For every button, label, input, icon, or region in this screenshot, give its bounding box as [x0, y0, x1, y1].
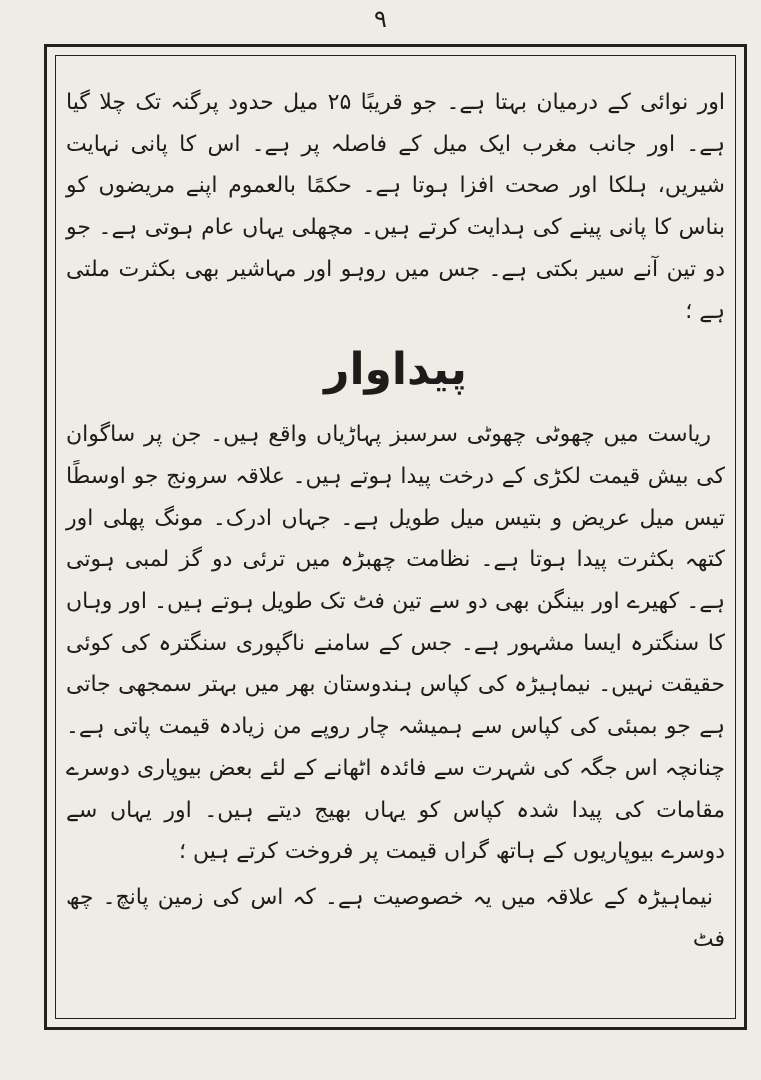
outer-border-frame: [44, 44, 747, 1030]
paragraph-produce: ریاست میں چھوٹی چھوٹی سرسبز پہاڑیاں واقع ہیں۔ جن پر ساگوان کی بیش قیمت لکڑی کے درخت پیدا ہوتے ہیں۔ علاقہ سرونج جو اوسطًا تیس میل عریض و بتیس میل طویل ہے۔ جہاں ادرک۔ مونگ پھلی اور کتھہ بکثرت پیدا ہوتا ہے۔ نظامت چھبڑہ میں ترئی دو گز لمبی ہوتی ہے۔ کھیرے اور بینگن بھی دو سے تین فٹ تک طویل ہوتے ہیں۔ اور وہاں کا سنگترہ ایسا مشہور ہے۔ جس کے سامنے ناگپوری سنگترہ کی کوئی حقیقت نہیں۔ نیماہیڑہ کی کپاس ہندوستان بھر میں بہتر سمجھی جاتی ہے جو بمبئی کی کپاس سے ہمیشہ چار روپے من زیادہ قیمت پاتی ہے۔ چنانچہ اس جگہ کی شہرت سے فائدہ اٹھانے کے لئے بعض بیوپاری دوسرے مقامات کی پیدا شدہ کپاس کو یہاں بھیج دیتے ہیں۔ اور یہاں سے دوسرے بیوپاریوں کے ہاتھ گراں قیمت پر فروخت کرتے ہیں ؛: [66, 422, 725, 865]
page-number: ۹: [374, 5, 387, 33]
section-heading: پیداوار: [324, 344, 467, 396]
inner-border-frame: [55, 55, 736, 1019]
text-body: [66, 76, 725, 1008]
paragraph-nimaheda: نیماہیڑہ کے علاقہ میں یہ خصوصیت ہے۔ کہ اس کی زمین پانچ۔ چھ فٹ: [66, 884, 725, 952]
paragraph-river-description: اور نوائی کے درمیان بہتا ہے۔ جو قریبًا ۲۵ میل حدود پرگنہ تک چلا گیا ہے۔ اور جانب مغرب ایک میل کے فاصلہ پر ہے۔ اس کا پانی نہایت شیریں، ہلکا اور صحت افزا ہوتا ہے۔ حکمًا بالعموم اپنے مریضوں کو بناس کا پانی پینے کی ہدایت کرتے ہیں۔ مچھلی یہاں عام ہوتی ہے۔ جو دو تین آنے سیر بکتی ہے۔ جس میں روہو اور مہاشیر بھی بکثرت ملتی ہے ؛: [66, 90, 725, 324]
